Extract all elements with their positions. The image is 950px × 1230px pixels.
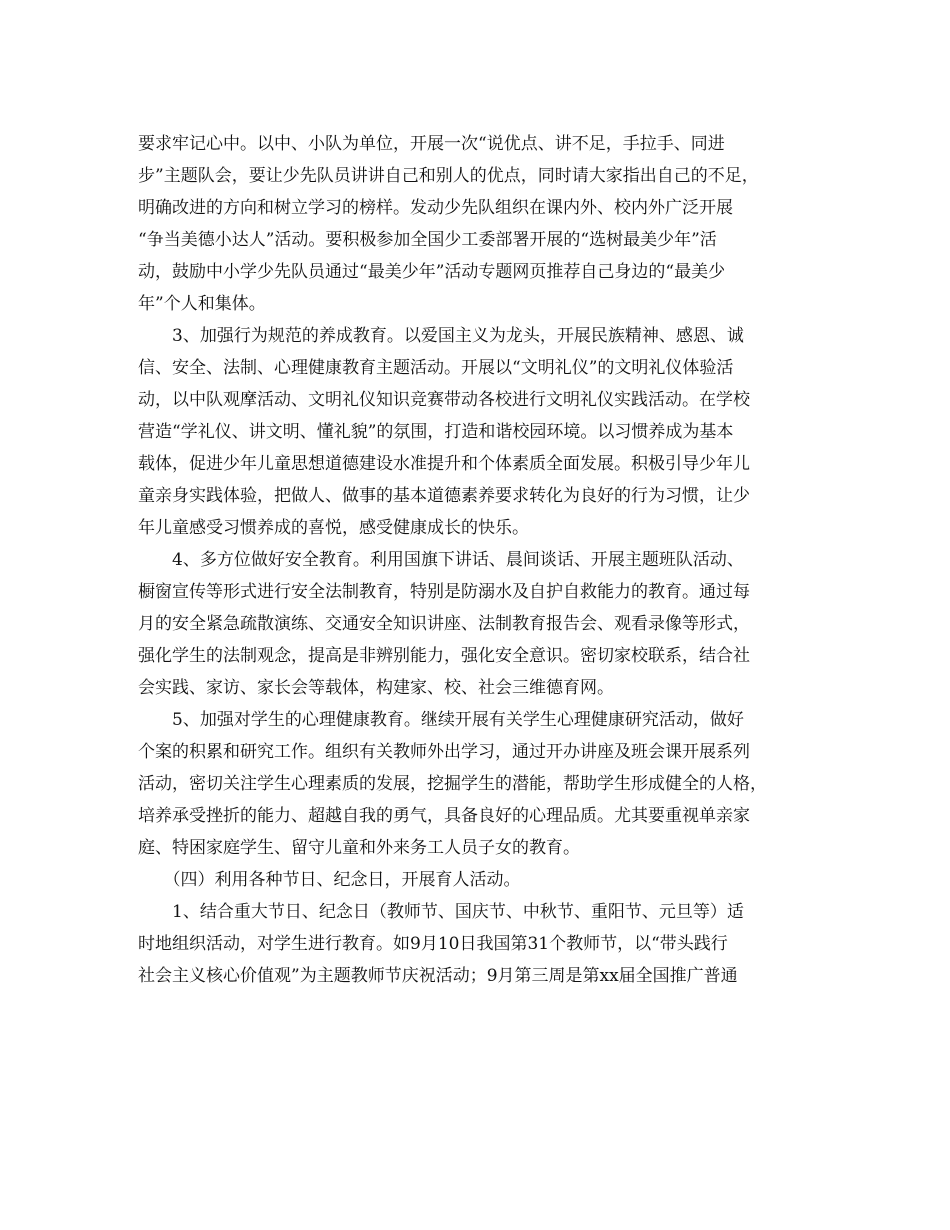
text-line: 月的安全紧急疏散演练、交通安全知识讲座、法制教育报告会、观看录像等形式， <box>138 614 750 634</box>
text-line: 4、多方位做好安全教育。利用国旗下讲话、晨间谈话、开展主题班队活动、 <box>138 550 744 570</box>
text-line: 社会主义核心价值观”为主题教师节庆祝活动；9月第三周是第xx届全国推广普通 <box>138 966 738 986</box>
text-line: “争当美德小达人”活动。要积极参加全国少工委部署开展的“选树最美少年”活 <box>138 230 717 250</box>
paragraph <box>138 544 822 704</box>
text-line: 活动，密切关注学生心理素质的发展，挖掘学生的潜能，帮助学生形成健全的人格， <box>138 774 767 794</box>
paragraph <box>138 896 822 992</box>
text-line: 3、加强行为规范的养成教育。以爱国主义为龙头，开展民族精神、感恩、诚 <box>138 326 744 346</box>
text-line: 要求牢记心中。以中、小队为单位，开展一次“说优点、讲不足，手拉手、同进 <box>138 134 725 154</box>
text-line: 载体，促进少年儿童思想道德建设水准提升和个体素质全面发展。积极引导少年儿 <box>138 454 750 474</box>
text-line: 童亲身实践体验，把做人、做事的基本道德素养要求转化为良好的行为习惯，让少 <box>138 486 750 506</box>
paragraph <box>138 864 822 896</box>
text-line: 5、加强对学生的心理健康教育。继续开展有关学生心理健康研究活动，做好 <box>138 710 744 730</box>
paragraph <box>138 704 822 864</box>
text-line: 培养承受挫折的能力、超越自我的勇气，具备良好的心理品质。尤其要重视单亲家 <box>138 806 750 826</box>
text-line: 强化学生的法制观念，提高是非辨别能力，强化安全意识。密切家校联系，结合社 <box>138 646 750 666</box>
text-line: 动，鼓励中小学少先队员通过“最美少年”活动专题网页推荐自己身边的“最美少 <box>138 262 726 282</box>
text-line: 1、结合重大节日、纪念日（教师节、国庆节、中秋节、重阳节、元旦等）适 <box>138 902 744 922</box>
text-line: 年”个人和集体。 <box>138 294 266 314</box>
text-line: 庭、特困家庭学生、留守儿童和外来务工人员子女的教育。 <box>138 838 580 858</box>
text-line: 年儿童感受习惯养成的喜悦，感受健康成长的快乐。 <box>138 518 529 538</box>
text-line: 时地组织活动，对学生进行教育。如9月10日我国第31个教师节，以“带头践行 <box>138 934 728 954</box>
paragraph <box>138 320 822 544</box>
text-line: 明确改进的方向和树立学习的榜样。发动少先队组织在课内外、校内外广泛开展 <box>138 198 733 218</box>
text-line: 动，以中队观摩活动、文明礼仪知识竞赛带动各校进行文明礼仪实践活动。在学校 <box>138 390 750 410</box>
text-line: 信、安全、法制、心理健康教育主题活动。开展以“文明礼仪”的文明礼仪体验活 <box>138 358 734 378</box>
text-line: （四）利用各种节日、纪念日，开展育人活动。 <box>138 870 521 890</box>
text-line: 会实践、家访、家长会等载体，构建家、校、社会三维德育网。 <box>138 678 614 698</box>
text-line: 步”主题队会，要让少先队员讲讲自己和别人的优点，同时请大家指出自己的不足， <box>138 166 759 186</box>
text-line: 个案的积累和研究工作。组织有关教师外出学习，通过开办讲座及班会课开展系列 <box>138 742 750 762</box>
paragraph <box>138 128 822 320</box>
document-body <box>138 128 822 992</box>
text-line: 营造“学礼仪、讲文明、懂礼貌”的氛围，打造和谐校园环境。以习惯养成为基本 <box>138 422 734 442</box>
text-line: 橱窗宣传等形式进行安全法制教育，特别是防溺水及自护自救能力的教育。通过每 <box>138 582 750 602</box>
